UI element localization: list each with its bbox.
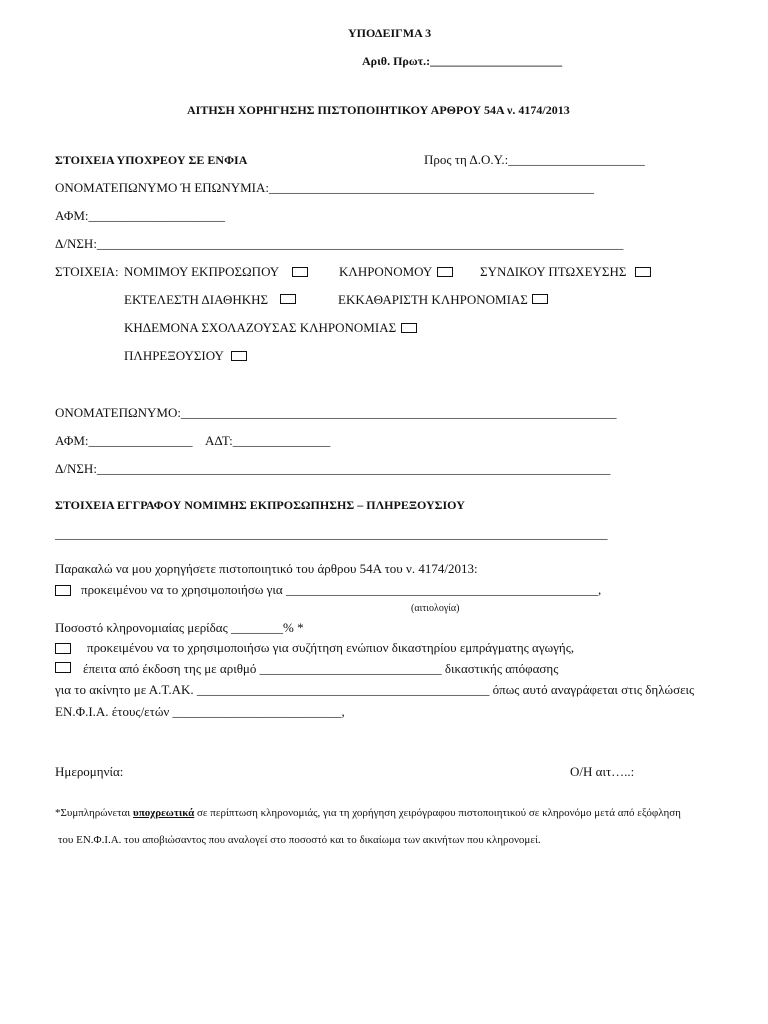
role-estate-liquidator-label: ΕΚΚΑΘΑΡΙΣΤΗ ΚΛΗΡΟΝΟΜΙΑΣ (338, 292, 528, 307)
document-details-field[interactable]: _____________________________________________________________________________________ (55, 526, 608, 541)
obligor-address-field[interactable]: Δ/ΝΣΗ:_________________________________________________________________________________ (55, 236, 624, 251)
roles-label: ΣΤΟΙΧΕΙΑ: (55, 264, 119, 279)
application-title: ΑΙΤΗΣΗ ΧΟΡΗΓΗΣΗΣ ΠΙΣΤΟΠΟΙΗΤΙΚΟΥ ΑΡΘΡΟΥ 54Α ν. 4174/2013 (187, 103, 570, 117)
applicant-label: Ο/Η αιτ…..: (570, 764, 635, 779)
role-bankruptcy-trustee-checkbox[interactable] (635, 267, 651, 277)
role-heir-checkbox[interactable] (437, 267, 453, 277)
inheritance-share-field[interactable]: Ποσοστό κληρονομιαίας μερίδας ________% * (55, 620, 304, 635)
date-label: Ημερομηνία: (55, 764, 124, 779)
reason-hint: (αιτιολογία) (411, 603, 460, 614)
role-heir-label: ΚΛΗΡΟΝΟΜΟΥ (339, 264, 433, 279)
obligor-section-heading: ΣΤΟΙΧΕΙΑ ΥΠΟΧΡΕΟΥ ΣΕ ΕΝΦΙΑ (55, 153, 248, 167)
role-executor-label: ΕΚΤΕΛΕΣΤΗ ΔΙΑΘΗΚΗΣ (124, 292, 269, 307)
representative-address-field[interactable]: Δ/ΝΣΗ:_______________________________________________________________________________ (55, 461, 611, 476)
role-legal-representative-label: ΝΟΜΙΜΟΥ ΕΚΠΡΟΣΩΠΟΥ (124, 264, 280, 279)
court-case-checkbox[interactable] (55, 643, 71, 654)
representative-afm-field[interactable]: ΑΦΜ:________________ (55, 433, 193, 448)
obligor-name-field[interactable]: ΟΝΟΜΑΤΕΠΩΝΥΜΟ Ή ΕΠΩΝΥΜΙΑ:__________________________________________________ (55, 180, 594, 195)
role-attorney-checkbox[interactable] (231, 351, 247, 361)
purpose-use-checkbox[interactable] (55, 585, 71, 596)
footnote-prefix: *Συμπληρώνεται (55, 807, 134, 819)
footnote-rest: σε περίπτωση κληρονομιάς, για τη χορήγηση χειρόγραφου πιστοποιητικού σε κληρονόμο μετά από εξόφληση (194, 807, 681, 819)
purpose-use-field[interactable]: προκειμένου να το χρησιμοποιήσω για ________________________________________________, (81, 582, 602, 597)
representative-id-field[interactable]: ΑΔΤ:_______________ (205, 433, 331, 448)
role-estate-curator-label: ΚΗΔΕΜΟΝΑ ΣΧΟΛΑΖΟΥΣΑΣ ΚΛΗΡΟΝΟΜΙΑΣ (124, 320, 397, 335)
representative-name-field[interactable]: ΟΝΟΜΑΤΕΠΩΝΥΜΟ:___________________________________________________________________ (55, 405, 617, 420)
role-attorney-label: ΠΛΗΡΕΞΟΥΣΙΟΥ (124, 348, 224, 363)
court-decision-field[interactable]: έπειτα από έκδοση της με αριθμό ____________________________ δικαστικής απόφασης (83, 661, 559, 676)
tax-office-field[interactable]: Προς τη Δ.Ο.Υ.:_____________________ (424, 152, 645, 167)
court-case-label: προκειμένου να το χρησιμοποιήσω για συζήτηση ενώπιον δικαστηρίου εμπράγματης αγωγής, (87, 640, 575, 655)
property-code-field[interactable]: για το ακίνητο με Α.Τ.ΑΚ. _____________________________________________ όπως αυτό αναγράφεται στις δηλώσεις (55, 682, 695, 697)
protocol-number-field[interactable]: Αριθ. Πρωτ.:______________________ (362, 54, 563, 68)
court-decision-checkbox[interactable] (55, 662, 71, 673)
role-estate-curator-checkbox[interactable] (401, 323, 417, 333)
footnote-line-1 (55, 805, 681, 821)
request-intro: Παρακαλώ να μου χορηγήσετε πιστοποιητικό του άρθρου 54Α του ν. 4174/2013: (55, 561, 478, 576)
role-bankruptcy-trustee-label: ΣΥΝΔΙΚΟΥ ΠΤΩΧΕΥΣΗΣ (480, 264, 627, 279)
role-estate-liquidator-checkbox[interactable] (532, 294, 548, 304)
footnote-line-2: του ΕΝ.Φ.Ι.Α. του αποβιώσαντος που αναλογεί στο ποσοστό και το δικαίωμα των ακινήτων που κληρονομεί. (58, 834, 541, 846)
document-section-heading: ΣΤΟΙΧΕΙΑ ΕΓΓΡΑΦΟΥ ΝΟΜΙΜΗΣ ΕΚΠΡΟΣΩΠΗΣΗΣ – ΠΛΗΡΕΞΟΥΣΙΟΥ (55, 498, 465, 512)
form-template-title: ΥΠΟΔΕΙΓΜΑ 3 (348, 26, 432, 40)
role-executor-checkbox[interactable] (280, 294, 296, 304)
footnote-emphasis: υποχρεωτικά (133, 807, 195, 819)
role-legal-representative-checkbox[interactable] (292, 267, 308, 277)
obligor-afm-field[interactable]: ΑΦΜ:_____________________ (55, 208, 226, 223)
enfia-years-field[interactable]: ΕΝ.Φ.Ι.Α. έτους/ετών __________________________, (55, 704, 345, 719)
